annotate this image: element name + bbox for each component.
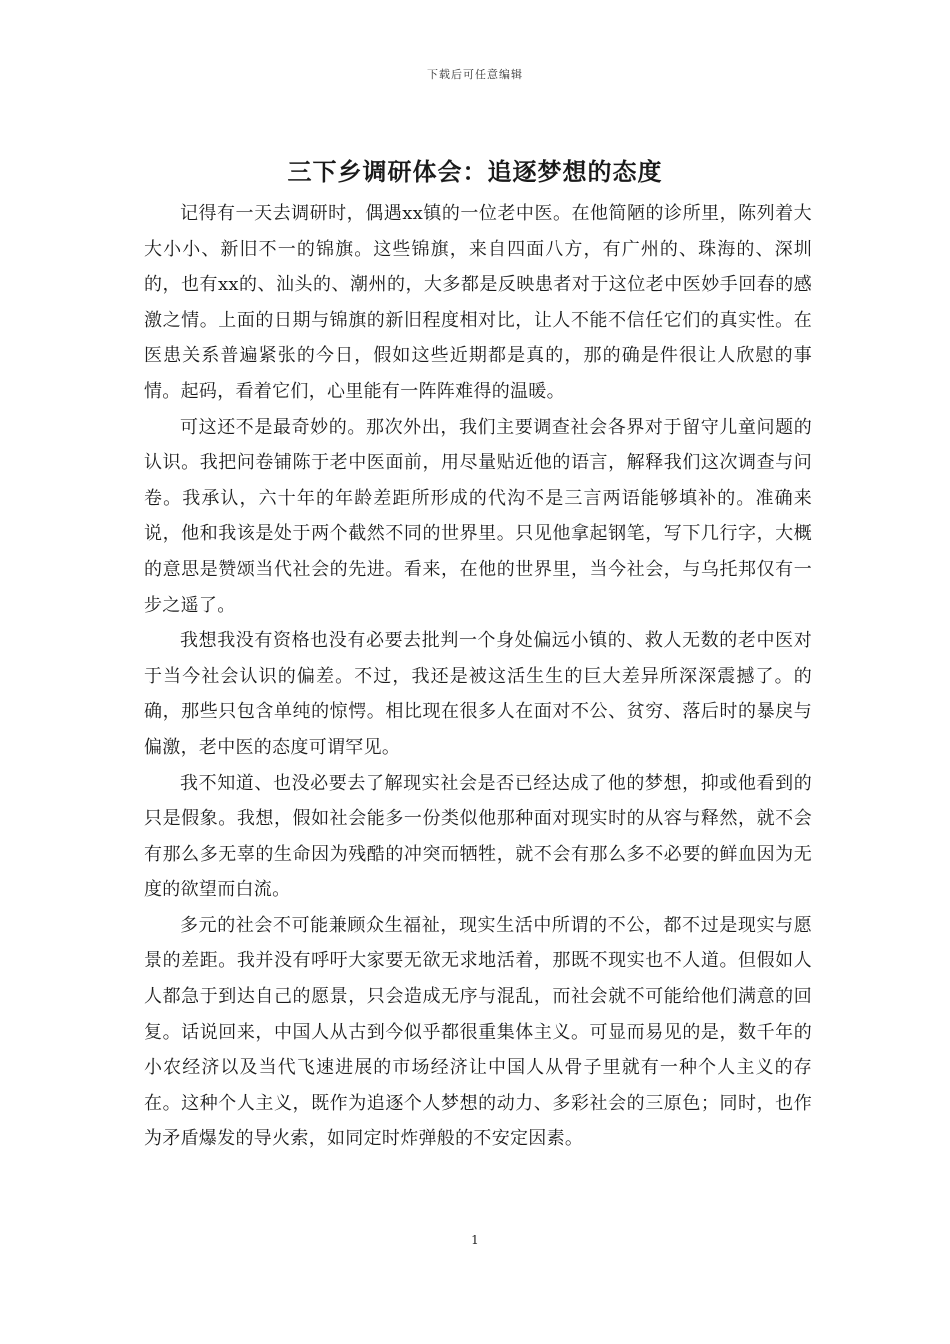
page-number: 1	[471, 1233, 479, 1247]
header-note: 下载后可任意编辑	[427, 68, 523, 81]
paragraph-3: 我想我没有资格也没有必要去批判一个身处偏远小镇的、救人无数的老中医对于当今社会认识的偏差。不过，我还是被这活生生的巨大差异所深深震撼了。的确，那些只包含单纯的惊愕。相比现在很多人在面对不公、贫穷、落后时的暴戾与偏激，老中医的态度可谓罕见。	[144, 630, 812, 758]
paragraph-2: 可这还不是最奇妙的。那次外出，我们主要调查社会各界对于留守儿童问题的认识。我把问卷铺陈于老中医面前，用尽量贴近他的语言，解释我们这次调查与问卷。我承认，六十年的年龄差距所形成的代沟不是三言两语能够填补的。准确来说，他和我该是处于两个截然不同的世界里。只见他拿起钢笔，写下几行字，大概的意思是赞颂当代社会的先进。看来，在他的世界里，当今社会，与乌托邦仅有一步之遥了。	[144, 416, 812, 616]
document-body	[144, 196, 812, 1157]
document-title: 三下乡调研体会：追逐梦想的态度	[287, 158, 663, 186]
paragraph-4: 我不知道、也没必要去了解现实社会是否已经达成了他的梦想，抑或他看到的只是假象。我想，假如社会能多一份类似他那种面对现实时的从容与释然，就不会有那么多无辜的生命因为残酷的冲突而牺牲，就不会有那么多不必要的鲜血因为无度的欲望而白流。	[144, 772, 812, 901]
paragraph-5: 多元的社会不可能兼顾众生福祉，现实生活中所谓的不公，都不过是现实与愿景的差距。我并没有呼吁大家要无欲无求地活着，那既不现实也不人道。但假如人人都急于到达自己的愿景，只会造成无序与混乱，而社会就不可能给他们满意的回复。话说回来，中国人从古到今似乎都很重集体主义。可显而易见的是，数千年的小农经济以及当代飞速进展的市场经济让中国人从骨子里就有一种个人主义的存在。这种个人主义，既作为追逐个人梦想的动力、多彩社会的三原色；同时，也作为矛盾爆发的导火索，如同定时炸弹般的不安定因素。	[144, 914, 812, 1150]
paragraph-1: 记得有一天去调研时，偶遇xx镇的一位老中医。在他简陋的诊所里，陈列着大大小小、新旧不一的锦旗。这些锦旗，来自四面八方，有广州的、珠海的、深圳的，也有xx的、汕头的、潮州的，大多都是反映患者对于这位老中医妙手回春的感激之情。上面的日期与锦旗的新旧程度相对比，让人不能不信任它们的真实性。在医患关系普遍紧张的今日，假如这些近期都是真的，那的确是件很让人欣慰的事情。起码，看着它们，心里能有一阵阵难得的温暖。	[144, 203, 812, 402]
